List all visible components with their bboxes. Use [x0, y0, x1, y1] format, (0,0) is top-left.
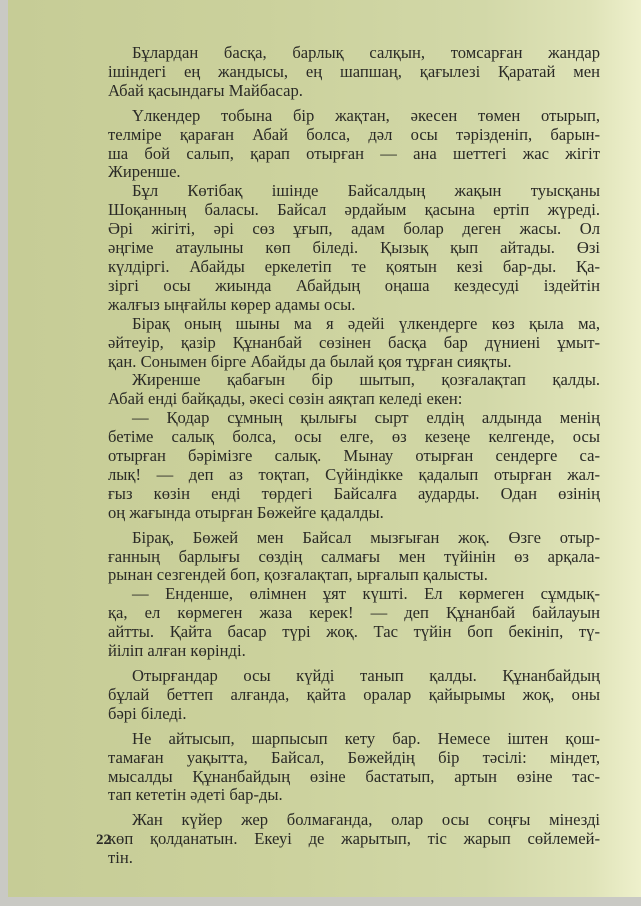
text-line: ішіндегі ең жандысы, ең шапшаң, қағылезі Қаратай мен [108, 61, 600, 81]
text-line: айтты. Қайта басар түрі жоқ. Тас түйін боп бекініп, тү- [108, 622, 600, 642]
paragraph [108, 529, 600, 586]
text-line: мысалды Құнанбайдың өзіне бастатып, артын өзіне тас- [108, 766, 600, 786]
paragraph [108, 315, 600, 372]
text-line: күлдіргі. Абайды еркелетіп те қоятын кезі бар-ды. Қа- [108, 256, 600, 276]
text-line: отырған бәрімізге салық. Мынау отырған сендерге са- [108, 446, 600, 466]
text-line: қа, ел көрмеген жаза керек! — деп Құнанбай байлауын [108, 603, 600, 623]
text-line: ғыз көзін енді төрдегі Байсалға аударды. Одан өзінің [108, 483, 600, 503]
paragraph [108, 371, 600, 409]
text-line: қан. Сонымен бірге Абайды да былай қоя тұрған сияқты. [108, 351, 512, 371]
text-line: — Енденше, өлімнен ұят күшті. Ел көрмеген сұмдық- [132, 584, 600, 604]
text-line: Жиренше қабағын бір шытып, қозғалақтап қалды. [132, 370, 600, 390]
text-line: бәрі біледі. [108, 703, 187, 723]
text-line: әңгіме атаулыны көп біледі. Қызық қып айтады. Өзі [108, 238, 600, 258]
page-body-text [108, 44, 600, 868]
paragraph [108, 585, 600, 661]
text-line: әйтеуір, қазір Құнанбай сөзінен басқа бар дүниені ұмыт- [108, 332, 600, 352]
text-line: Әрі жігіті, әрі сөз ұғып, адам болар деген жасы. Ол [108, 219, 600, 239]
text-line: Бұл Көтібақ ішінде Байсалдың жақын туысқаны [132, 181, 600, 201]
text-line: лық! — деп аз тоқтап, Сүйіндікке қадалып отырған жал- [108, 464, 600, 484]
text-line: Бұлардан басқа, барлық салқын, томсарған жандар [132, 43, 600, 62]
text-line: Үлкендер тобына бір жақтан, әкесен төмен отырып, [132, 105, 600, 125]
text-line: оң жағында отырған Бөжейге қадалды. [108, 502, 384, 522]
text-line: Жан күйер жер болмағанда, олар осы соңғы мінезді [132, 810, 600, 830]
text-line: — Қодар сұмның қылығы сырт елдің алдында менің [132, 408, 600, 428]
text-line: Отырғандар осы күйді танып қалды. Құнанбайдың [132, 666, 600, 685]
paragraph [108, 182, 600, 314]
text-line: тамаған уақытта, Байсал, Бөжейдің бір тәсілі: міндет, [108, 747, 600, 767]
book-page [8, 0, 641, 897]
text-line: тап кететін әдеті бар-ды. [108, 785, 283, 805]
paragraph [108, 107, 600, 183]
text-line: тін. [108, 848, 133, 868]
text-line: Шоқанның баласы. Байсал әрдайым қасына ертіп жүреді. [108, 200, 600, 220]
paragraph [108, 730, 600, 806]
text-line: телміре қараған Абай болса, дәл осы тәрізденіп, барын- [108, 124, 600, 144]
text-line: зіргі осы жиында Абайдың оңаша кездесуді іздейтін [108, 275, 600, 295]
text-line: йіліп алған көрінді. [108, 641, 246, 661]
text-line: бұлай беттеп алғанда, қайта оралар қайырымы жоқ, оны [108, 684, 600, 704]
text-line: ғанның барлығы сөздің салмағы мен түйінін өз арқала- [108, 546, 600, 566]
text-line: көп қолданатын. Екеуі де жарытып, тіс жарып сөйлемей- [108, 829, 600, 849]
text-line: Бірақ оның шыны ма я әдейі үлкендерге көз қыла ма, [132, 313, 600, 333]
text-line: бетіме салық болса, осы елге, өз кезеңе келгенде, осы [108, 427, 600, 447]
paragraph [108, 667, 600, 724]
paragraph [108, 811, 600, 868]
page-number: 22 [96, 832, 111, 848]
text-line: ша бой салып, қарап отырған — ана шеттегі жас жігіт [108, 143, 600, 163]
text-line: Жиренше. [108, 162, 181, 182]
text-line: Бірақ, Бөжей мен Байсал мызғыған жоқ. Өзге отыр- [132, 527, 600, 547]
text-line: Абай қасындағы Майбасар. [108, 80, 303, 100]
text-line: Не айтысып, шарпысып кету бар. Немесе іштен қош- [132, 728, 600, 748]
text-line: Абай енді байқады, әкесі сөзін аяқтап келеді екен: [108, 389, 463, 409]
paragraph [108, 409, 600, 522]
text-line: жалғыз ыңғайлы көрер адамы осы. [108, 294, 356, 314]
paragraph [108, 44, 600, 101]
text-line: рынан сезгендей боп, қозғалақтап, ырғалып қалысты. [108, 565, 488, 585]
